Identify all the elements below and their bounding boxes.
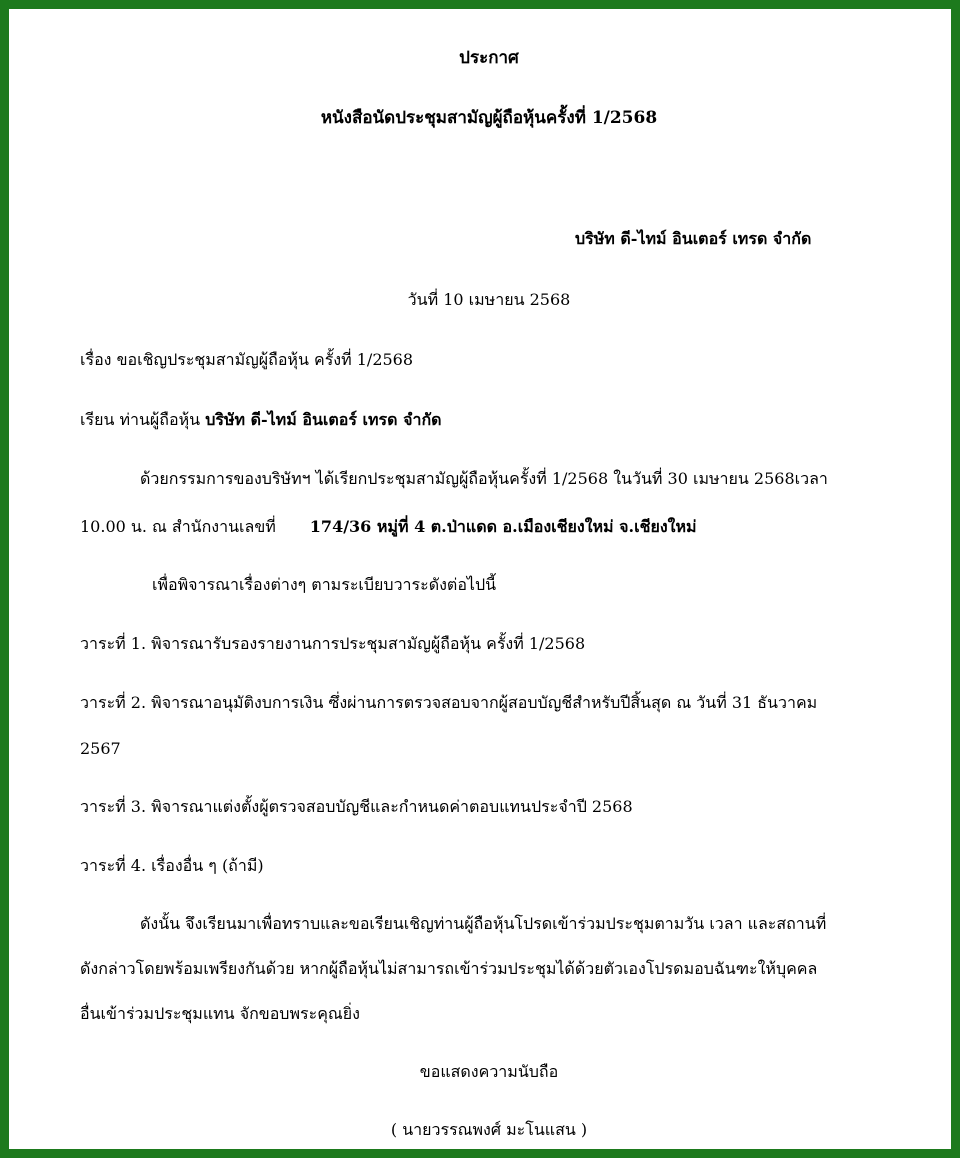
agenda-item-2: วาระที่ 2. พิจารณาอนุมัติงบการเงิน ซึ่งผ่านการตรวจสอบจากผู้สอบบัญชีสำหรับปีสิ้นสุด ณ วันที่ 31 ธันวาคม <box>80 693 818 712</box>
meeting-notice-title: หนังสือนัดประชุมสามัญผู้ถือหุ้นครั้งที่ 1/2568 <box>320 108 658 128</box>
body-paragraph-2: เพื่อพิจารณาเรื่องต่างๆ ตามระเบียบวาระดังต่อไปนี้ <box>152 575 497 594</box>
regards-line: ขอแสดงความนับถือ <box>419 1062 559 1081</box>
recipient-company: บริษัท ดี-ไทม์ อินเตอร์ เทรด จำกัด <box>205 410 442 429</box>
date-line: วันที่ 10 เมษายน 2568 <box>407 290 571 309</box>
recipient-prefix: เรียน ท่านผู้ถือหุ้น <box>80 410 201 429</box>
announcement-header: ประกาศ <box>459 48 519 68</box>
agenda-item-3: วาระที่ 3. พิจารณาแต่งตั้งผู้ตรวจสอบบัญชีและกำหนดค่าตอบแทนประจำปี 2568 <box>80 797 633 816</box>
subject-line: เรื่อง ขอเชิญประชุมสามัญผู้ถือหุ้น ครั้งที่ 1/2568 <box>80 350 414 369</box>
company-name: บริษัท ดี-ไทม์ อินเตอร์ เทรด จำกัด <box>575 229 812 248</box>
office-prefix: 10.00 น. ณ สำนักงานเลขที่ <box>80 517 276 536</box>
closing-paragraph-line-1: ดังนั้น จึงเรียนมาเพื่อทราบและขอเรียนเชิญท่านผู้ถือหุ้นโปรดเข้าร่วมประชุมตามวัน เวลา และสถานที่ <box>140 914 827 933</box>
agenda-item-4: วาระที่ 4. เรื่องอื่น ๆ (ถ้ามี) <box>80 856 264 875</box>
recipient-line <box>80 409 442 431</box>
office-address: 174/36 หมู่ที่ 4 ต.ป่าแดด อ.เมืองเชียงใหม่ จ.เชียงใหม่ <box>309 517 697 536</box>
body-paragraph-1-line-2 <box>80 516 697 538</box>
agenda-item-1: วาระที่ 1. พิจารณารับรองรายงานการประชุมสามัญผู้ถือหุ้น ครั้งที่ 1/2568 <box>80 634 586 653</box>
agenda-item-2-continued: 2567 <box>80 739 121 758</box>
body-paragraph-1-line-1: ด้วยกรรมการของบริษัทฯ ได้เรียกประชุมสามัญผู้ถือหุ้นครั้งที่ 1/2568 ในวันที่ 30 เมษายน 2568เวลา <box>140 469 828 488</box>
closing-paragraph-line-3: อื่นเข้าร่วมประชุมแทน จักขอบพระคุณยิ่ง <box>80 1004 360 1023</box>
signatory-name: ( นายวรรณพงศ์ มะโนแสน ) <box>390 1120 588 1139</box>
closing-paragraph-line-2: ดังกล่าวโดยพร้อมเพรียงกันด้วย หากผู้ถือหุ้นไม่สามารถเข้าร่วมประชุมได้ด้วยตัวเองโปรดมอบฉันฑะให้บุคคล <box>80 959 818 978</box>
